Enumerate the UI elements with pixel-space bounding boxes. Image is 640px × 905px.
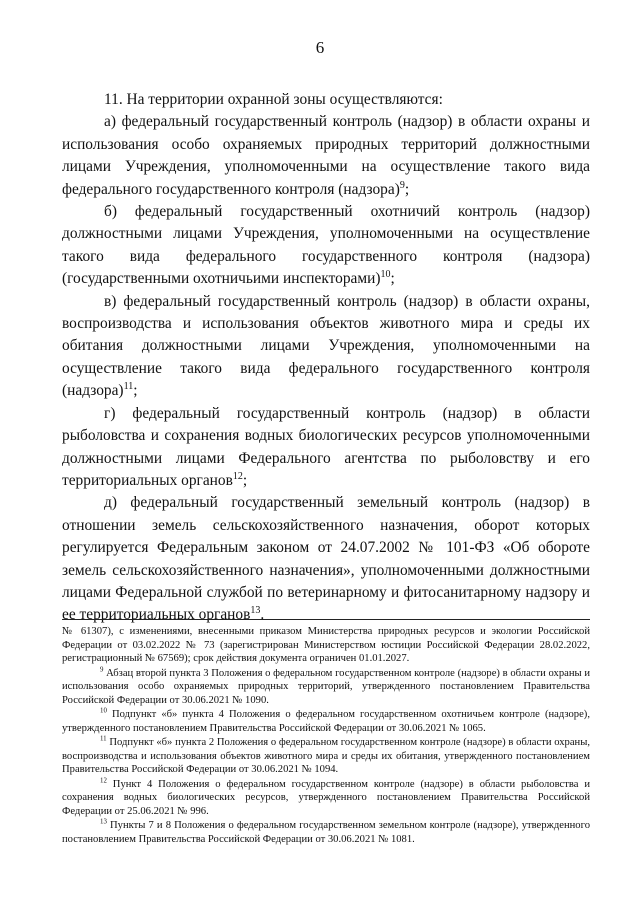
paragraph-item-v: [62, 291, 590, 403]
footnote-number: 12: [100, 776, 107, 784]
footnote-ref[interactable]: 11: [123, 381, 134, 393]
paragraph-item-a: [62, 111, 590, 201]
page-number: 6: [315, 38, 325, 57]
paragraph-text: б) федеральный государственный охотничий контроль (надзор) должностными лицами Учреждения, уполномоченными на осуществление такого вида федерального государственного контроля (надзора) (государственными охотничьими инспекторами): [62, 203, 590, 288]
footnote-10: [62, 708, 590, 735]
footnotes-section: [62, 625, 590, 847]
footnote-9: [62, 667, 590, 708]
footnote-text: Абзац второй пункта 3 Положения о федеральном государственном контроле (надзоре) в области охраны и использования особо охраняемых природных территорий, утвержденного постановлением Правительства Российской Федерации от 30.06.2021 № 1090.: [62, 667, 590, 706]
paragraph-text: 11. На территории охранной зоны осуществляются:: [104, 91, 443, 108]
footnote-13: [62, 819, 590, 846]
paragraph-tail: .: [260, 606, 265, 624]
footnote-ref[interactable]: 13: [250, 605, 261, 617]
footnote-number: 9: [100, 665, 104, 673]
footnote-divider: [62, 619, 590, 620]
paragraph-tail: ;: [133, 382, 138, 400]
main-text: [62, 89, 590, 627]
footnote-number: 11: [100, 735, 107, 743]
paragraph-text: г) федеральный государственный контроль (надзор) в области рыболовства и сохранения водных биологических ресурсов уполномоченными должностными лицами Федерального агентства по рыболовству и его территориальных органов: [62, 404, 590, 489]
footnote-number: 10: [100, 707, 107, 715]
paragraph-tail: ;: [404, 180, 410, 198]
footnote-number: 13: [100, 818, 107, 826]
footnote-11: [62, 736, 590, 777]
paragraph-text: в) федеральный государственный контроль (надзор) в области охраны, воспроизводства и использования объектов животного мира и среды их обитания должностными лицами Учреждения, уполномоченными на осуществление такого вида федерального государственного контроля (надзора): [62, 292, 590, 400]
paragraph-intro: [62, 89, 590, 111]
footnote-ref[interactable]: 12: [232, 470, 243, 482]
paragraph-tail: ;: [390, 270, 395, 288]
paragraph-text: а) федеральный государственный контроль (надзор) в области охраны и использования особо охраняемых природных территорий должностными лицами Учреждения, уполномоченными на осуществление такого вида федерального государственного контроля (надзора): [62, 113, 590, 198]
paragraph-tail: ;: [242, 471, 248, 489]
footnote-ref[interactable]: 10: [380, 269, 391, 281]
footnote-text: № 61307), с изменениями, внесенными приказом Министерства природных ресурсов и экологии Российской Федерации от 03.02.2022 № 73 (зарегистрирован Министерством юстиции Российской Федерации 28.02.2022, регистрационный № 67569); срок действия документа ограничен 01.01.2027.: [62, 626, 590, 664]
footnote-text: Пункт 4 Положения о федеральном государственном контроле (надзоре) в области рыболовства и сохранения водных биологических ресурсов, утвержденного постановлением Правительства Российской Федерации от 25.06.2021 № 996.: [62, 778, 590, 817]
footnote-text: Подпункт «б» пункта 4 Положения о федеральном государственном охотничьем контроле (надзоре), утвержденного постановлением Правительства Российской Федерации от 30.06.2021 № 1065.: [62, 709, 590, 734]
footnote-continuation: [62, 625, 590, 666]
paragraph-text: д) федеральный государственный земельный контроль (надзор) в отношении земель сельскохозяйственного назначения, оборот которых регулируется Федеральным законом от 24.07.2002 № 101-ФЗ «Об обороте земель сельскохозяйственного назначения», уполномоченными должностными лицами Федеральной службой по ветеринарному и фитосанитарному надзору и ее территориальных органов: [62, 494, 590, 624]
paragraph-item-d: [62, 492, 590, 626]
footnote-12: [62, 778, 590, 819]
paragraph-item-b: [62, 201, 590, 291]
footnote-text: Подпункт «б» пункта 2 Положения о федеральном государственном контроле (надзоре) в области охраны, воспроизводства и использования объектов животного мира и среды их обитания, утвержденного постановлением Правительства Российской Федерации от 30.06.2021 № 1094.: [62, 737, 590, 775]
footnote-text: Пункты 7 и 8 Положения о федеральном государственном земельном контроле (надзоре), утвержденного постановлением Правительства Российской Федерации от 30.06.2021 № 1081.: [62, 820, 590, 845]
paragraph-item-g: [62, 403, 590, 493]
footnote-ref[interactable]: 9: [399, 179, 405, 191]
